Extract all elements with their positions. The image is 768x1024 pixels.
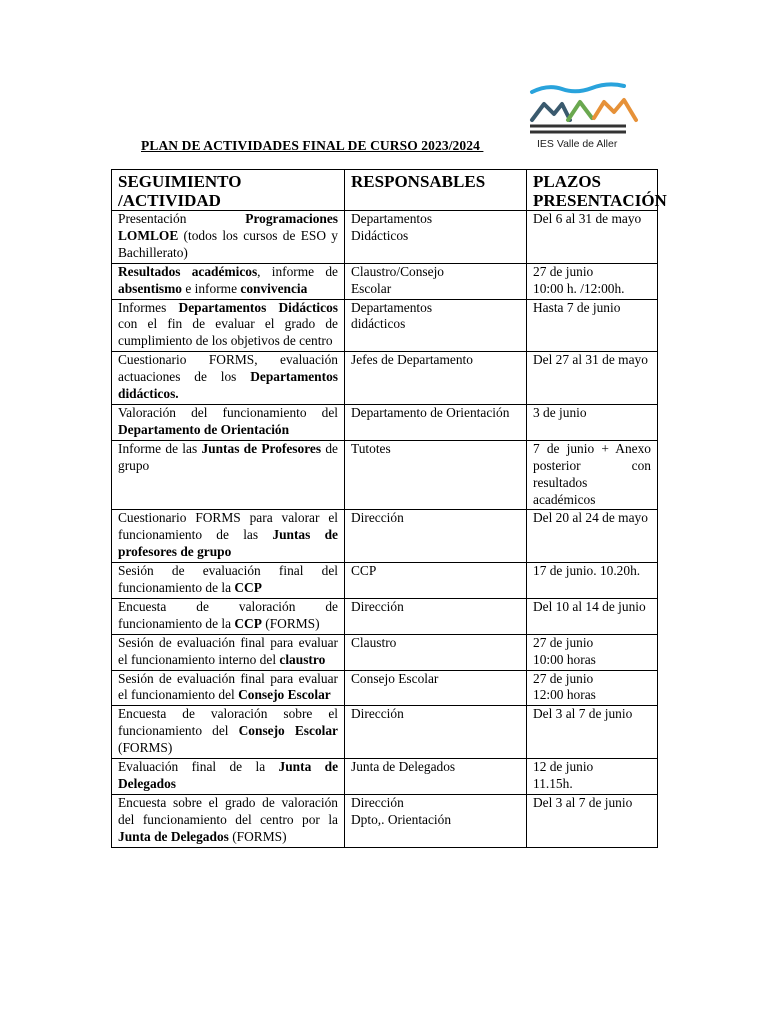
activity-cell: Sesión de evaluación final para evaluar el funcionamiento interno del claustro (112, 634, 345, 670)
table-row (112, 634, 658, 670)
header-plazos: PLAZOS PRESENTACIÓN (527, 170, 658, 211)
deadline-cell: 17 de junio. 10.20h. (527, 563, 658, 599)
table-row (112, 794, 658, 847)
deadline-cell: Del 10 al 14 de junio (527, 598, 658, 634)
table-row (112, 759, 658, 795)
deadline-cell: 12 de junio 11.15h. (527, 759, 658, 795)
deadline-cell: 27 de junio 10:00 horas (527, 634, 658, 670)
deadline-cell: Del 27 al 31 de mayo (527, 352, 658, 405)
responsible-cell: Jefes de Departamento (345, 352, 527, 405)
activity-cell: Informes Departamentos Didácticos con el fin de evaluar el grado de cumplimiento de los objetivos de centro (112, 299, 345, 352)
responsible-cell: Consejo Escolar (345, 670, 527, 706)
activity-cell: Valoración del funcionamiento del Departamento de Orientación (112, 404, 345, 440)
activity-cell: Cuestionario FORMS para valorar el funcionamiento de las Juntas de profesores de grupo (112, 510, 345, 563)
activity-cell: Evaluación final de la Junta de Delegados (112, 759, 345, 795)
deadline-cell: 27 de junio 10:00 h. /12:00h. (527, 263, 658, 299)
responsible-cell: Dirección Dpto,. Orientación (345, 794, 527, 847)
responsible-cell: CCP (345, 563, 527, 599)
activity-cell: Cuestionario FORMS, evaluación actuaciones de los Departamentos didácticos. (112, 352, 345, 405)
responsible-cell: Claustro/Consejo Escolar (345, 263, 527, 299)
activity-cell: Presentación Programaciones LOMLOE (todos los cursos de ESO y Bachillerato) (112, 211, 345, 264)
table-header-row (112, 170, 658, 211)
table-row (112, 598, 658, 634)
deadline-cell: Del 6 al 31 de mayo (527, 211, 658, 264)
table-row (112, 263, 658, 299)
header-responsables: RESPONSABLES (345, 170, 527, 211)
table-row (112, 404, 658, 440)
activity-cell: Resultados académicos, informe de absentismo e informe convivencia (112, 263, 345, 299)
deadline-cell: 7 de junio + Anexo posterior con resultados académicos (527, 440, 658, 510)
deadline-cell: 3 de junio (527, 404, 658, 440)
deadline-cell: Hasta 7 de junio (527, 299, 658, 352)
table-row (112, 563, 658, 599)
table-row (112, 440, 658, 510)
responsible-cell: Departamentos Didácticos (345, 211, 527, 264)
school-logo (528, 82, 658, 156)
activity-cell: Sesión de evaluación final para evaluar el funcionamiento del Consejo Escolar (112, 670, 345, 706)
logo-text: IES Valle de Aller (537, 138, 618, 150)
table-row (112, 352, 658, 405)
table-row (112, 299, 658, 352)
responsible-cell: Dirección (345, 510, 527, 563)
header-seguimiento: SEGUIMIENTO /ACTIVIDAD (112, 170, 345, 211)
table-row (112, 211, 658, 264)
responsible-cell: Departamentos didácticos (345, 299, 527, 352)
activity-cell: Encuesta sobre el grado de valoración del funcionamiento del centro por la Junta de Delegados (FORMS) (112, 794, 345, 847)
activity-cell: Informe de las Juntas de Profesores de grupo (112, 440, 345, 510)
activity-cell: Encuesta de valoración sobre el funcionamiento del Consejo Escolar (FORMS) (112, 706, 345, 759)
activity-cell: Encuesta de valoración de funcionamiento de la CCP (FORMS) (112, 598, 345, 634)
deadline-cell: Del 20 al 24 de mayo (527, 510, 658, 563)
document-title: PLAN DE ACTIVIDADES FINAL DE CURSO 2023/2024 (141, 138, 484, 153)
responsible-cell: Junta de Delegados (345, 759, 527, 795)
responsible-cell: Claustro (345, 634, 527, 670)
deadline-cell: 27 de junio 12:00 horas (527, 670, 658, 706)
table-row (112, 706, 658, 759)
responsible-cell: Tutotes (345, 440, 527, 510)
responsible-cell: Dirección (345, 598, 527, 634)
activity-cell: Sesión de evaluación final del funcionamiento de la CCP (112, 563, 345, 599)
table-row (112, 670, 658, 706)
responsible-cell: Departamento de Orientación (345, 404, 527, 440)
mountains-logo-icon (528, 82, 658, 138)
responsible-cell: Dirección (345, 706, 527, 759)
deadline-cell: Del 3 al 7 de junio (527, 794, 658, 847)
table-row (112, 510, 658, 563)
deadline-cell: Del 3 al 7 de junio (527, 706, 658, 759)
activities-table (111, 169, 667, 848)
